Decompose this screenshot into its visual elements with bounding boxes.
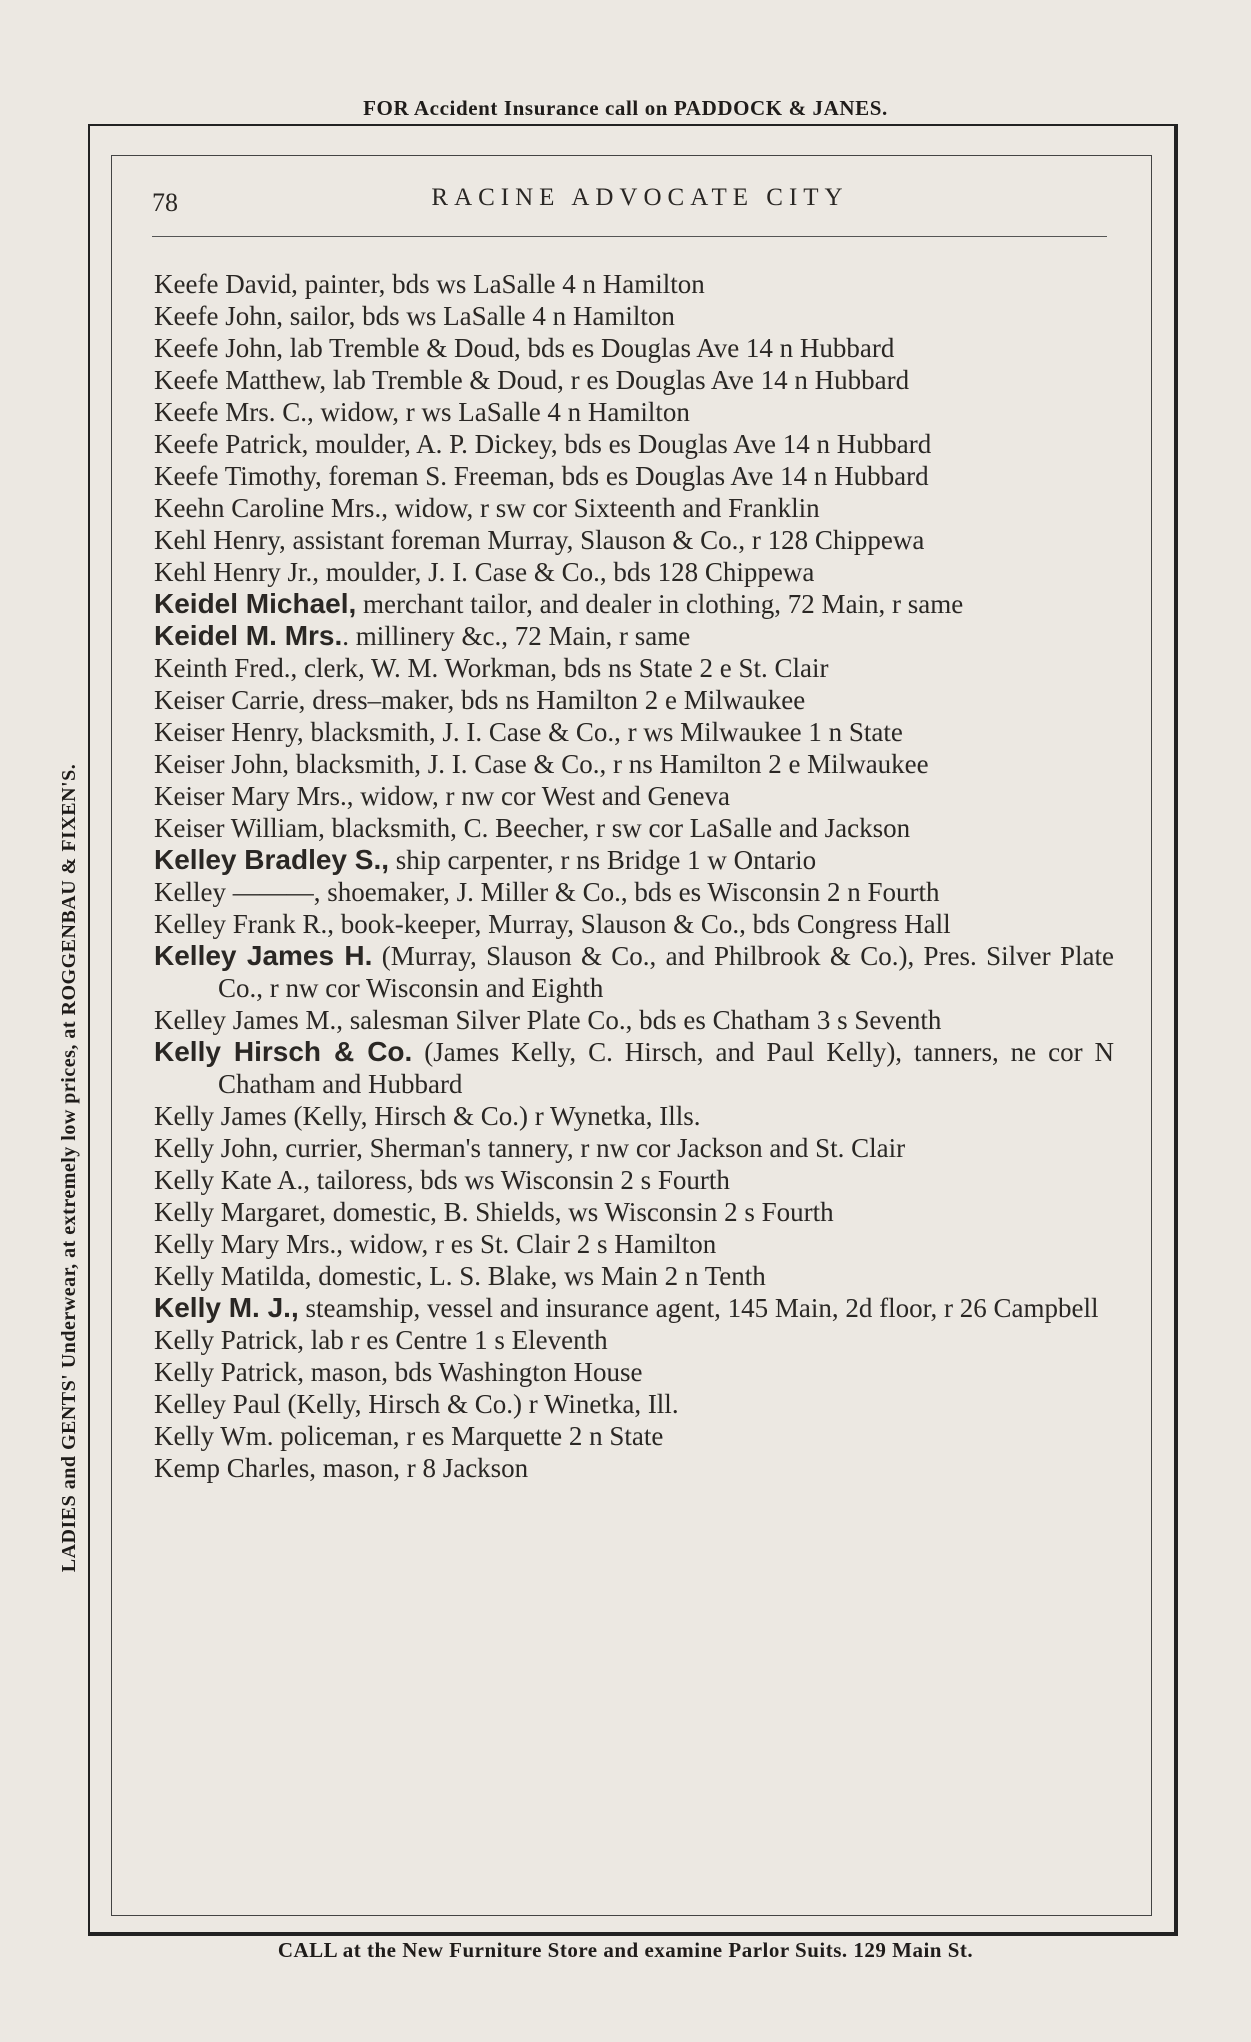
entry-name: Kelly Patrick, — [154, 1325, 304, 1355]
entry-details: clerk, W. M. Workman, bds ns State 2 e St. Clair — [297, 653, 829, 683]
entry-name: Kelly Margaret, — [154, 1197, 326, 1227]
entry-details: currier, Sherman's tannery, r nw cor Jackson and St. Clair — [278, 1133, 906, 1163]
entry-details: assistant foreman Murray, Slauson & Co., r 128 Chippewa — [285, 525, 925, 555]
entry-details: dress–maker, bds ns Hamilton 2 e Milwaukee — [305, 685, 806, 715]
entry-name: Keiser John, — [154, 749, 289, 779]
title-divider — [152, 236, 1107, 237]
entry-details: merchant tailor, and dealer in clothing, 72 Main, r same — [356, 589, 964, 619]
entry-details: shoemaker, J. Miller & Co., bds es Wisconsin 2 n Fourth — [320, 877, 940, 907]
entry-details: blacksmith, J. I. Case & Co., r ns Hamilton 2 e Milwaukee — [288, 749, 929, 779]
entry-details: lab Tremble & Doud, r es Douglas Ave 14 n Hubbard — [326, 365, 910, 395]
entry-details: book-keeper, Murray, Slauson & Co., bds Congress Hall — [333, 909, 951, 939]
entry-name: Kelly Mary Mrs., — [154, 1229, 343, 1259]
directory-entry — [154, 940, 1114, 1004]
entry-name: Keinth Fred., — [154, 653, 298, 683]
entry-name: Keefe John, — [154, 301, 283, 331]
directory-entry — [154, 460, 1114, 492]
entry-name: Keidel Michael, — [154, 588, 357, 619]
directory-entry — [154, 908, 1114, 940]
directory-entry — [154, 684, 1114, 716]
entry-details: steamship, vessel and insurance agent, 145 Main, 2d floor, r 26 Campbell — [298, 1293, 1099, 1323]
directory-entry — [154, 1228, 1114, 1260]
entry-details: lab r es Centre 1 s Eleventh — [303, 1325, 608, 1355]
entry-details: (Kelly, Hirsch & Co.) r Wynetka, Ills. — [286, 1101, 701, 1131]
entry-name: Keidel M. Mrs. — [154, 620, 343, 651]
entry-details: foreman S. Freeman, bds es Douglas Ave 14 n Hubbard — [321, 461, 929, 491]
directory-entry — [154, 492, 1114, 524]
entry-name: Kelley Frank R., — [154, 909, 334, 939]
entry-name: Kelly Wm. — [154, 1421, 274, 1451]
entry-name: Keefe Patrick, — [154, 429, 309, 459]
entry-details: widow, r es St. Clair 2 s Hamilton — [342, 1229, 717, 1259]
footer-advertisement: CALL at the New Furniture Store and examine Parlor Suits. 129 Main St. — [277, 1938, 974, 1962]
entry-name: Kelly Kate A., — [154, 1165, 310, 1195]
directory-entry — [154, 1356, 1114, 1388]
directory-entry — [154, 1164, 1114, 1196]
entry-name: Keefe Timothy, — [154, 461, 322, 491]
entry-details: mason, r 8 Jackson — [315, 1453, 529, 1483]
directory-entry — [154, 716, 1114, 748]
entry-details: salesman Silver Plate Co., bds es Chatham 3 s Seventh — [342, 1005, 942, 1035]
header-advertisement: FOR Accident Insurance call on PADDOCK & JANES. — [363, 96, 888, 120]
entry-details: blacksmith, J. I. Case & Co., r ws Milwaukee 1 n State — [303, 717, 903, 747]
directory-entry — [154, 1292, 1114, 1324]
directory-entry — [154, 1452, 1114, 1484]
entry-details: blacksmith, C. Beecher, r sw cor LaSalle and Jackson — [324, 813, 911, 843]
entry-name: Keiser Carrie, — [154, 685, 306, 715]
directory-entry — [154, 748, 1114, 780]
directory-entry — [154, 780, 1114, 812]
directory-entry — [154, 364, 1114, 396]
directory-entry — [154, 812, 1114, 844]
entry-name: Keiser William, — [154, 813, 325, 843]
entry-name: Kelly John, — [154, 1133, 279, 1163]
directory-entry — [154, 1004, 1114, 1036]
entry-details: widow, r nw cor West and Geneva — [353, 781, 730, 811]
directory-entry — [154, 300, 1114, 332]
entry-name: Kelly Patrick, — [154, 1357, 304, 1387]
directory-entry — [154, 1388, 1114, 1420]
directory-entry — [154, 428, 1114, 460]
entry-name: Kelley Bradley S., — [154, 844, 390, 875]
entry-details: . millinery &c., 72 Main, r same — [342, 621, 691, 651]
entry-details: (James Kelly, C. Hirsch, and Paul Kelly), tanners, ne cor N Chatham and Hubbard — [218, 1037, 1114, 1099]
entry-details: (Murray, Slauson & Co., and Philbrook & Co.), Pres. Silver Plate Co., r nw cor Wisconsin and Eighth — [218, 941, 1114, 1003]
directory-entry — [154, 588, 1114, 620]
entry-name: Kehl Henry, — [154, 525, 286, 555]
entry-details: moulder, A. P. Dickey, bds es Douglas Ave 14 n Hubbard — [308, 429, 932, 459]
entry-name: Kemp Charles, — [154, 1453, 316, 1483]
directory-entry — [154, 620, 1114, 652]
entry-details: domestic, B. Shields, ws Wisconsin 2 s Fourth — [325, 1197, 834, 1227]
entry-name: Keefe David, — [154, 269, 298, 299]
entry-name: Kelley James M., — [154, 1005, 343, 1035]
entry-name: Kelley ———, — [154, 877, 321, 907]
entry-name: Kelly James — [154, 1101, 287, 1131]
directory-entry — [154, 332, 1114, 364]
directory-entry — [154, 396, 1114, 428]
entry-details: lab Tremble & Doud, bds es Douglas Ave 14 n Hubbard — [282, 333, 895, 363]
directory-entry — [154, 876, 1114, 908]
page-title: RACINE ADVOCATE CITY — [431, 184, 849, 211]
entry-name: Keiser Henry, — [154, 717, 304, 747]
entry-details: sailor, bds ws LaSalle 4 n Hamilton — [282, 301, 675, 331]
directory-entry — [154, 1420, 1114, 1452]
entry-details: ship carpenter, r ns Bridge 1 w Ontario — [389, 845, 817, 875]
directory-entry — [154, 1196, 1114, 1228]
entry-details: policeman, r es Marquette 2 n State — [273, 1421, 664, 1451]
entry-details: tailoress, bds ws Wisconsin 2 s Fourth — [309, 1165, 730, 1195]
directory-entry — [154, 268, 1114, 300]
directory-entry — [154, 1100, 1114, 1132]
directory-entry — [154, 1132, 1114, 1164]
directory-entry — [154, 556, 1114, 588]
entry-name: Kelley Paul — [154, 1389, 281, 1419]
directory-entries — [154, 268, 1114, 1484]
entry-name: Keefe Mrs. C., — [154, 397, 314, 427]
entry-name: Keefe Matthew, — [154, 365, 327, 395]
entry-details: mason, bds Washington House — [303, 1357, 643, 1387]
entry-name: Kehl Henry Jr., — [154, 557, 319, 587]
entry-details: painter, bds ws LaSalle 4 n Hamilton — [297, 269, 705, 299]
entry-name: Keehn Caroline Mrs., — [154, 493, 388, 523]
directory-entry — [154, 844, 1114, 876]
entry-details: domestic, L. S. Blake, ws Main 2 n Tenth — [311, 1261, 766, 1291]
entry-name: Kelly Matilda, — [154, 1261, 312, 1291]
entry-name: Kelly Hirsch & Co. — [154, 1036, 413, 1067]
directory-entry — [154, 1324, 1114, 1356]
entry-name: Keefe John, — [154, 333, 283, 363]
entry-details: widow, r ws LaSalle 4 n Hamilton — [313, 397, 690, 427]
directory-entry — [154, 1036, 1114, 1100]
directory-entry — [154, 524, 1114, 556]
entry-details: widow, r sw cor Sixteenth and Franklin — [387, 493, 820, 523]
page-number: 78 — [152, 188, 178, 217]
entry-name: Kelley James H. — [154, 940, 373, 971]
side-advertisement: LADIES and GENTS' Underwear, at extremely low prices, at ROGGENBAU & FIXEN'S. — [58, 763, 80, 1573]
entry-name: Keiser Mary Mrs., — [154, 781, 354, 811]
directory-entry — [154, 1260, 1114, 1292]
directory-entry — [154, 652, 1114, 684]
entry-name: Kelly M. J., — [154, 1292, 299, 1323]
entry-details: (Kelly, Hirsch & Co.) r Winetka, Ill. — [280, 1389, 679, 1419]
entry-details: moulder, J. I. Case & Co., bds 128 Chippewa — [318, 557, 815, 587]
